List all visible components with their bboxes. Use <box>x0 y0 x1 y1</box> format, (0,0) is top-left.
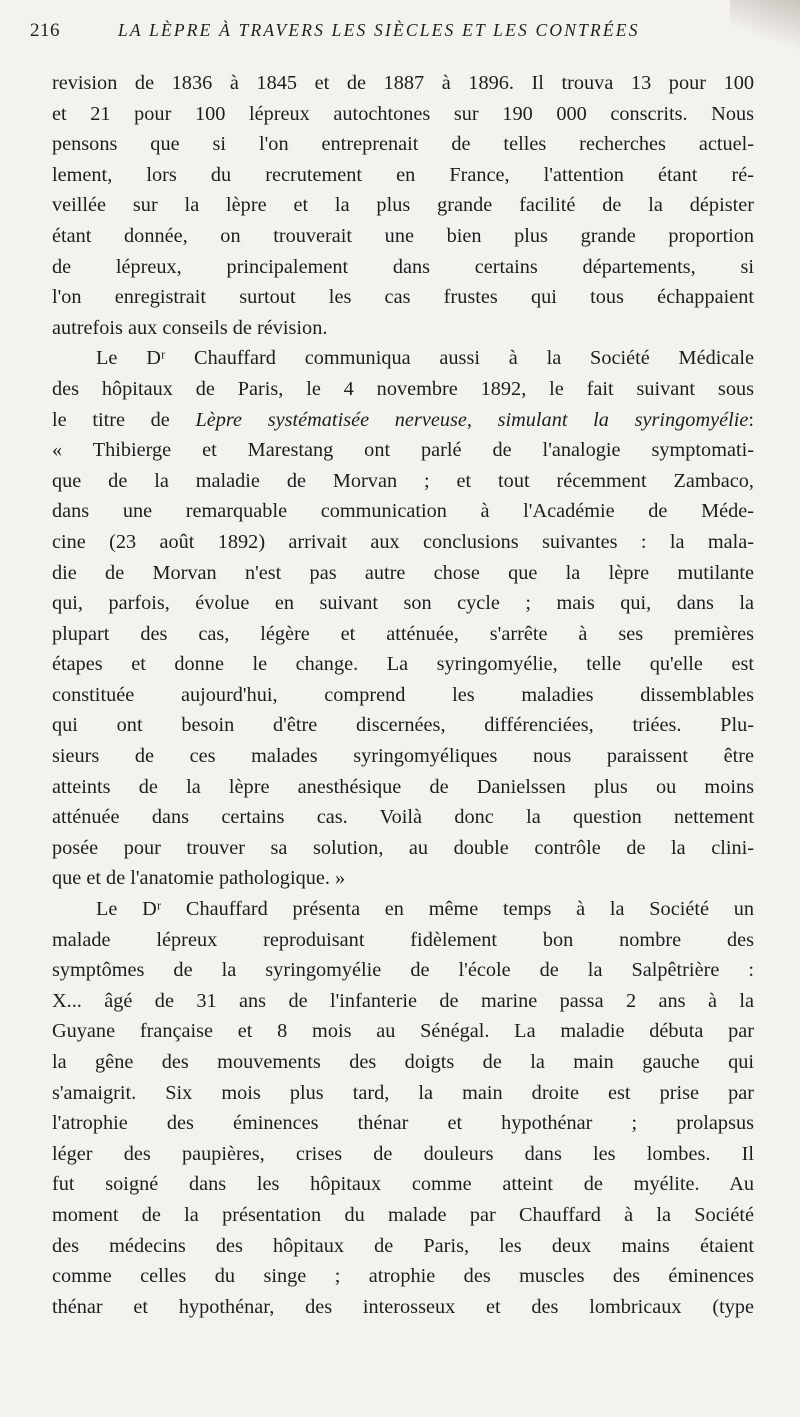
text-line: Le Dʳ Chauffard présenta en même temps à la Société un <box>96 898 754 921</box>
text-line: X... âgé de 31 ans de l'infanterie de marine passa 2 ans à la <box>52 989 754 1012</box>
text-line: plupart des cas, légère et atténuée, s'arrête à ses premières <box>52 622 754 645</box>
text-line: comme celles du singe ; atrophie des muscles des éminences <box>52 1265 754 1288</box>
text-line: sieurs de ces malades syringomyéliques nous paraissent être <box>52 745 754 768</box>
running-title: LA LÈPRE À TRAVERS LES SIÈCLES ET LES CONTRÉES <box>118 20 640 40</box>
text-line: dans une remarquable communication à l'Académie de Méde- <box>52 500 754 523</box>
text-line: posée pour trouver sa solution, au double contrôle de la clini- <box>52 836 754 859</box>
text-line: constituée aujourd'hui, comprend les maladies dissemblables <box>52 683 754 706</box>
text-line: « Thibierge et Marestang ont parlé de l'analogie symptomati- <box>52 439 754 462</box>
page-number: 216 <box>30 20 60 41</box>
text-line: qui ont besoin d'être discernées, différenciées, triées. Plu- <box>52 714 754 737</box>
body-text <box>52 68 754 1322</box>
text-line: atténuée dans certains cas. Voilà donc la question nettement <box>52 806 754 829</box>
text-line: que de la maladie de Morvan ; et tout récemment Zambaco, <box>52 469 754 492</box>
text-line: revision de 1836 à 1845 et de 1887 à 1896. Il trouva 13 pour 100 <box>52 72 754 94</box>
text-line: malade lépreux reproduisant fidèlement bon nombre des <box>52 928 754 951</box>
text-line: l'atrophie des éminences thénar et hypothénar ; prolapsus <box>52 1112 754 1135</box>
running-header <box>30 20 770 44</box>
text-line: Le Dʳ Chauffard communiqua aussi à la Société Médicale <box>96 347 754 370</box>
text-line: s'amaigrit. Six mois plus tard, la main droite est prise par <box>52 1081 754 1104</box>
text-line: étapes et donne le change. La syringomyélie, telle qu'elle est <box>52 653 754 676</box>
text-line: cine (23 août 1892) arrivait aux conclusions suivantes : la mala- <box>52 530 754 553</box>
text-line <box>52 405 754 436</box>
title-prefix: le titre de <box>52 408 196 431</box>
text-line: die de Morvan n'est pas autre chose que la lèpre mutilante <box>52 561 754 584</box>
text-line: veillée sur la lèpre et la plus grande facilité de la dépister <box>52 194 754 217</box>
text-line: l'on enregistrait surtout les cas frustes qui tous échappaient <box>52 286 754 309</box>
text-line: moment de la présentation du malade par Chauffard à la Société <box>52 1203 754 1226</box>
text-line: symptômes de la syringomyélie de l'école de la Salpêtrière : <box>52 959 754 982</box>
text-line: pensons que si l'on entreprenait de telles recherches actuel- <box>52 133 754 156</box>
case-title: Lèpre systématisée nerveuse, simulant la syringomyélie <box>195 408 749 431</box>
text-line: de lépreux, principalement dans certains départements, si <box>52 255 754 278</box>
text-line: que et de l'anatomie pathologique. » <box>52 867 346 890</box>
text-line: Guyane française et 8 mois au Sénégal. La maladie débuta par <box>52 1020 754 1043</box>
text-line: des médecins des hôpitaux de Paris, les deux mains étaient <box>52 1234 754 1257</box>
text-line: des hôpitaux de Paris, le 4 novembre 1892, le fait suivant sous <box>52 377 754 400</box>
text-line: thénar et hypothénar, des interosseux et des lombricaux (type <box>52 1295 754 1318</box>
text-line: fut soigné dans les hôpitaux comme atteint de myélite. Au <box>52 1173 754 1196</box>
text-line: étant donnée, on trouverait une bien plus grande proportion <box>52 224 754 247</box>
title-suffix: : <box>748 408 754 431</box>
text-line: la gêne des mouvements des doigts de la main gauche qui <box>52 1051 754 1073</box>
text-line: et 21 pour 100 lépreux autochtones sur 190 000 conscrits. Nous <box>52 102 754 125</box>
text-line: qui, parfois, évolue en suivant son cycle ; mais qui, dans la <box>52 592 754 615</box>
text-line: atteints de la lèpre anesthésique de Danielssen plus ou moins <box>52 775 754 798</box>
text-line: léger des paupières, crises de douleurs dans les lombes. Il <box>52 1142 754 1165</box>
text-line: lement, lors du recrutement en France, l'attention étant ré- <box>52 163 754 186</box>
text-line: autrefois aux conseils de révision. <box>52 316 328 339</box>
